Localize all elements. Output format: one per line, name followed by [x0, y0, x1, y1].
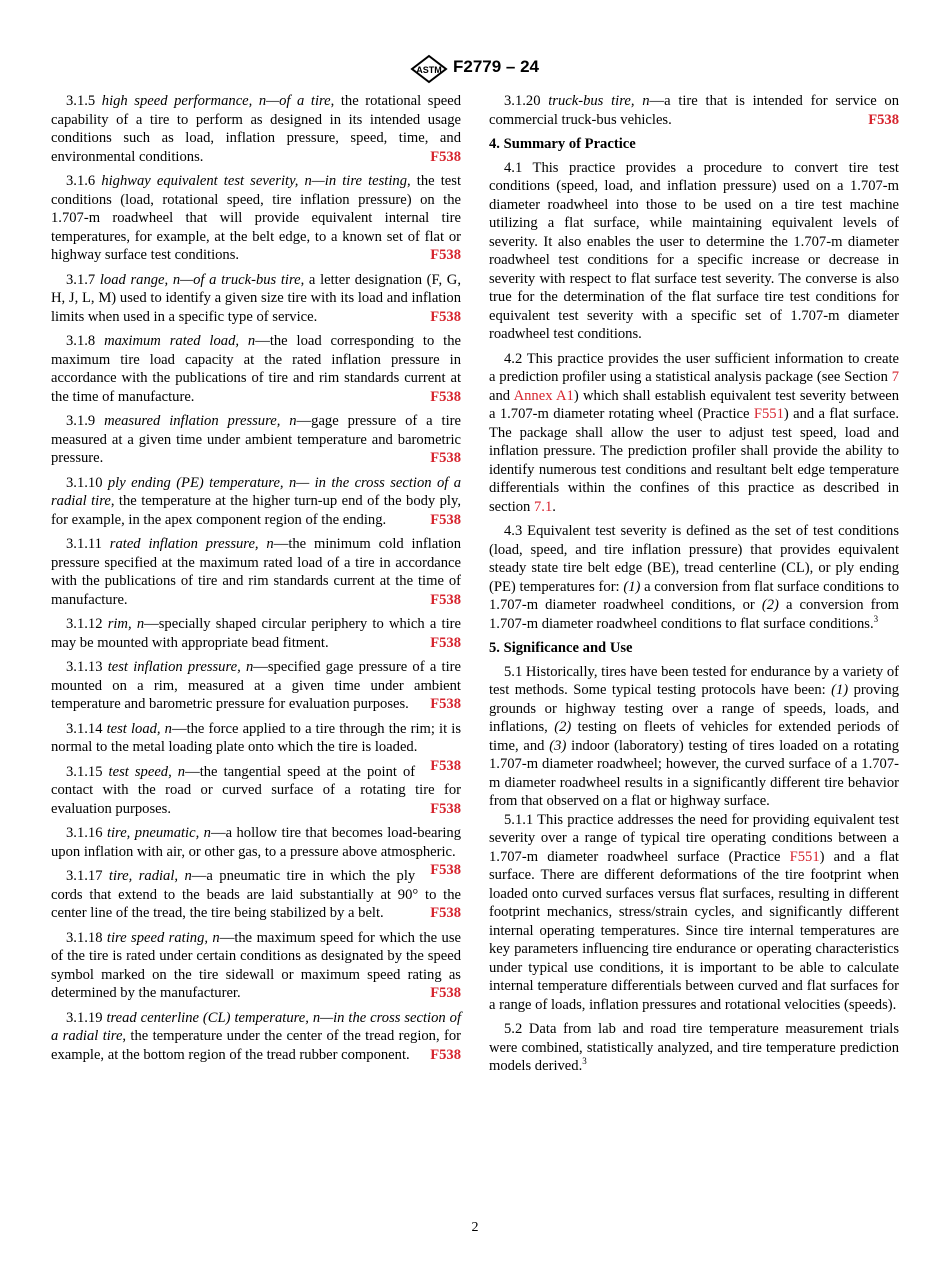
citation-link[interactable]: F538 [430, 591, 461, 608]
citation-link[interactable]: F538 [430, 1046, 461, 1063]
definition-3-1-13: 3.1.13 test inflation pressure, n—specified gage pressure of a tire mounted on a rim, measured at a given time under ambient temperature and barometric pressure for evaluation purposes. F538 [51, 659, 461, 712]
paragraph-5-2: 5.2 Data from lab and road tire temperature measurement trials were combined, statistically analyzed, and tire temperature prediction models derived.$^3$ [489, 1021, 899, 1074]
annex-a1-link[interactable]: Annex A1 [513, 387, 574, 404]
f551-link[interactable]: F551 [789, 848, 820, 865]
section-heading-summary: 4. Summary of Practice [489, 136, 636, 152]
definition-3-1-20: 3.1.20 truck-bus tire, n—a tire that is intended for service on commercial truck-bus vehicles. F538 [489, 93, 900, 128]
section-7-link[interactable]: 7 [891, 369, 899, 385]
section-heading-significance: 5. Significance and Use [489, 640, 633, 656]
citation-link[interactable]: F538 [430, 450, 461, 466]
page-header [0, 54, 950, 88]
definition-3-1-6: 3.1.6 highway equivalent test severity, n—in tire testing, the test conditions (load, rotational speed, tire inflation pressure) on the 1.707-m roadwheel that will provide equivalent internal tire temperatures, for example, at the belt edge, to a known set of flat or highway surface test conditions. F538 [51, 173, 461, 263]
definition-3-1-8: 3.1.8 maximum rated load, n—the load corresponding to the maximum tire load capacity at the rated inflation pressure in accordance with the publications of tire and rim standards current at the time of manufacture. F538 [51, 333, 462, 405]
footnote-marker: 3 [873, 613, 879, 624]
document-designation: F2779 – 24 [453, 57, 540, 76]
definition-3-1-11: 3.1.11 rated inflation pressure, n—the minimum cold inflation pressure specified at the maximum rated load of a tire in accordance with the publications of tire and rim standards current at the time of manufacture. F538 [51, 536, 461, 608]
definition-3-1-10: 3.1.10 ply ending (PE) temperature, n— in the cross section of a radial tire, the temperature at the higher turn-up end of the body ply, for example, in the apex component region of the ending. F538 [51, 474, 461, 528]
citation-link[interactable]: F538 [430, 308, 461, 325]
citation-link[interactable]: F538 [430, 800, 461, 817]
left-column [51, 92, 461, 1070]
citation-link[interactable]: F538 [430, 634, 461, 651]
paragraph-4-2: 4.2 This practice provides the user sufficient information to create a prediction profiler using a statistical analysis package (see Section 7 and Annex A1) which shall establish equivalent test severity between a 1.707-m diameter rotating wheel (Practice F551) and a flat surface. The package shall allow the user to adjust test speed, load and inflation pressure. The prediction profiler shall provide the ability to identify numerous test conditions and resultant belt edge temperature differentials within the confines of this practice as described in section 7.1. [489, 350, 899, 515]
citation-link[interactable]: F538 [430, 905, 461, 921]
citation-link[interactable]: F538 [868, 111, 899, 128]
citation-link[interactable]: F538 [430, 985, 461, 1001]
paragraph-4-1: 4.1 This practice provides a procedure to convert tire test conditions (speed, load, and inflation pressure) used on a 1.707-m diameter roadwheel into those to be used on a tire test machine utilizing a flat surface, while maintaining equivalent levels of severity. It also enables the user to determine the 1.707-m diameter roadwheel test conditions for a specific increase or decrease in severity with respect to flat surface test severity. The converse is also true for the determination of the flat surface tire test conditions for equivalent test severity with a specific set of 1.707-m diameter roadwheel test conditions. [489, 159, 899, 342]
right-column [489, 92, 899, 1082]
svg-text:ASTM: ASTM [416, 65, 442, 75]
definition-3-1-9: 3.1.9 measured inflation pressure, n—gage pressure of a tire measured at a given time under ambient temperature and barometric pressure. F538 [51, 413, 461, 466]
paragraph-5-1-1: 5.1.1 This practice addresses the need for providing equivalent test severity over a range of typical tire operating conditions between a 1.707-m diameter roadwheel surface (Practice F551) and a flat surface. There are different deformations of the tire footprint when loaded onto curved surfaces versus flat surfaces, resulting in different footprint mechanics, stress/strain cycles, and significantly different internal operating temperatures. Since tire internal temperatures are key parameters influencing tire endurance or operating characteristics under typical use conditions, it is important to be able to calculate internal temperature differentials between curved and flat surfaces for a range of loads, inflation pressures and rotational velocities (speeds). [489, 811, 899, 1013]
definition-3-1-16: 3.1.16 tire, pneumatic, n—a hollow tire that becomes load-bearing upon inflation with air, or other gas, to a pressure above atmospheric. F538 [51, 825, 462, 878]
footnote-marker: 3 [582, 1056, 587, 1067]
definition-3-1-15: 3.1.15 test speed, n—the tangential speed at the point of contact with the road or curved surface of a rotating tire for evaluation purposes. F538 [51, 763, 461, 817]
definition-3-1-12: 3.1.12 rim, n—specially shaped circular periphery to which a tire may be mounted with appropriate bead fitment. F538 [51, 616, 461, 651]
citation-link[interactable]: F538 [430, 511, 461, 528]
astm-logo-icon [409, 54, 449, 84]
definition-3-1-17: 3.1.17 tire, radial, n—a pneumatic tire in which the ply cords that extend to the beads are laid substantially at 90° to the center line of the tread, the tire being stabilized by a belt. F538 [51, 868, 461, 921]
citation-link[interactable]: F538 [430, 757, 461, 774]
definition-3-1-18: 3.1.18 tire speed rating, n—the maximum speed for which the use of the tire is rated under certain conditions as designated by the speed symbol marked on the tire sidewall or maximum speed rating as determined by the manufacturer. F538 [51, 929, 462, 1001]
citation-link[interactable]: F538 [430, 148, 461, 165]
paragraph-4-3: 4.3 Equivalent test severity is defined as the set of test conditions (load, speed, and tire inflation pressure) that provides equivalent steady state tire belt edge (BE), tread centerline (CL), or ply ending (PE) temperatures for: (1) a conversion from flat surface conditions to 1.707-m diameter roadwheel conditions, or (2) a conversion from 1.707-m diameter roadwheel conditions to flat surface conditions.$^3$ [489, 523, 899, 632]
definition-3-1-19: 3.1.19 tread centerline (CL) temperature, n—in the cross section of a radial tire, the temperature under the center of the tread region, for example, at the bottom region of the tread rubber component. F538 [51, 1009, 462, 1063]
definition-3-1-14: 3.1.14 test load, n—the force applied to a tire through the rim; it is normal to the metal loading plate onto which the tire is loaded. F538 [51, 720, 461, 774]
citation-link[interactable]: F538 [430, 388, 461, 405]
f551-link[interactable]: F551 [753, 406, 784, 422]
definition-3-1-5: 3.1.5 high speed performance, n—of a tire, the rotational speed capability of a tire to perform as designed in its intended usage conditions such as load, inflation pressure, speed, time, and environmental conditions. F538 [51, 93, 461, 165]
citation-link[interactable]: F538 [430, 696, 461, 712]
definition-3-1-7: 3.1.7 load range, n—of a truck-bus tire, a letter designation (F, G, H, J, L, M) used to identify a given size tire with its load and inflation limits when used in a specific type of service. F538 [51, 271, 461, 325]
citation-link[interactable]: F538 [430, 247, 461, 263]
paragraph-5-1: 5.1 Historically, tires have been tested for endurance by a variety of test methods. Some typical testing protocols have been: (1) proving grounds or highway testing over a range of speeds, loads, and inflations, (2) testing on fleets of vehicles for extended periods of time, and (3) indoor (laboratory) testing of tires loaded on a rotating 1.707-m diameter roadwheel; however, the curved surface of a 1.707-m diameter roadwheel results in a significantly different tire behavior from that observed on a flat or highway surface. [489, 663, 899, 809]
page-number: 2 [471, 1220, 479, 1235]
section-7-1-link[interactable]: 7.1 [534, 498, 553, 515]
citation-link[interactable]: F538 [430, 862, 461, 878]
